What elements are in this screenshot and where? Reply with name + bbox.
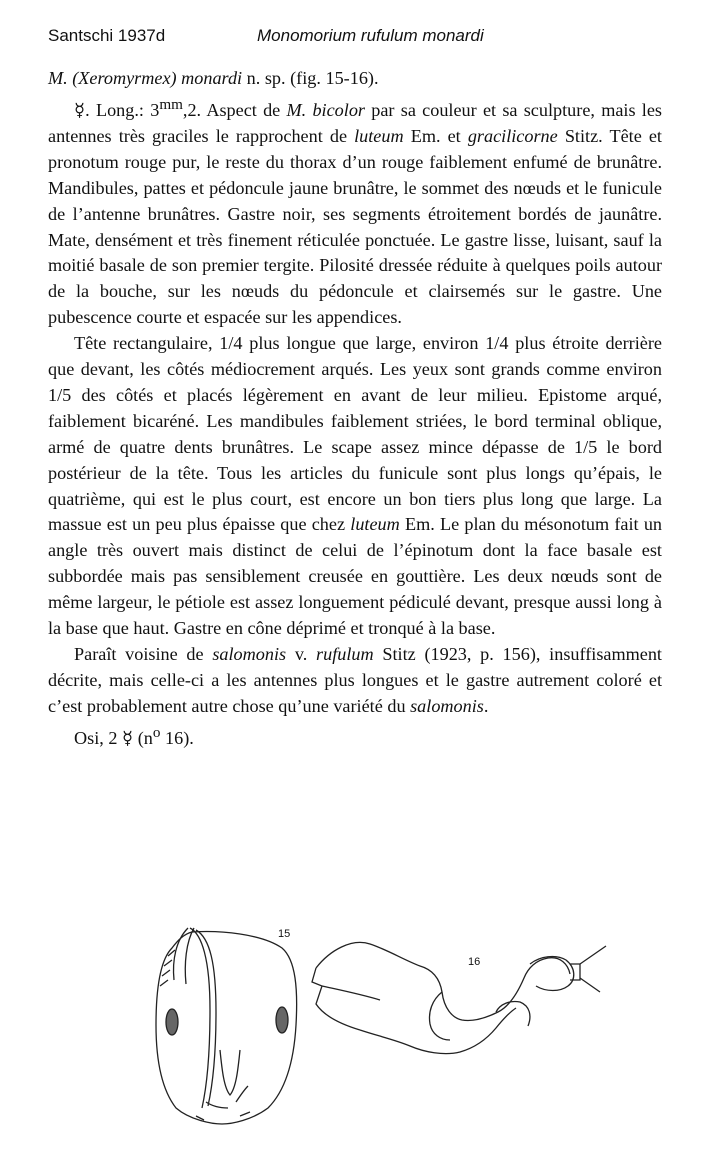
head-drawing-fig15: [156, 928, 297, 1124]
paragraph-head-morphology: Tête rectangulaire, 1/4 plus longue que large, environ 1/4 plus étroite derrière que devant, les côtés médiocrement arqués. Les yeux sont grands comme environ 1/5 des côtés et placés légèrement en avant de leur milieu. Epistome arqué, faiblement bicaréné. Les mandibules faiblement striées, le bord terminal oblique, armé de quatre dents brunâtres. Le scape assez mince dépasse de 1/5 le bord postérieur de la tête. Tous les articles du funicule sont plus longs qu’épais, le quatrième, qui est le plus court, est encore un bon tiers plus long que large. La massue est un peu plus épaisse que chez luteum Em. Le plan du mésonotum fait un angle très ouvert mais distinct de celui de l’épinotum dont la face basale est subbordée mais pas sensiblement creusée en gouttière. Les deux nœuds sont de même largeur, le pétiole est assez longuement pédiculé devant, presque aussi long à la base que haut. Gastre en cône déprimé et tronqué à la base.: [48, 333, 663, 639]
length-unit: mm: [159, 95, 183, 113]
figure-label-15: 15: [278, 928, 291, 940]
fraction: 1/4: [485, 333, 509, 354]
ant-line-drawings: [0, 920, 710, 1130]
fraction: 1/4: [219, 333, 243, 354]
worker-symbol: ☿: [74, 99, 86, 120]
paragraph-comparison: Paraît voisine de salomonis v. rufulum Stitz (1923, p. 156), insuffisamment décrite, mais celle-ci a les antennes plus longues et le gastre autrement coloré et c’est probablement autre chose qu’une variété du salomonis.: [48, 644, 662, 716]
fraction: 1/5: [574, 436, 598, 457]
figure-drawings: [0, 920, 710, 1130]
fraction: 1/5: [48, 384, 72, 405]
running-header: [0, 26, 710, 50]
paragraph-locality: Osi, 2 ☿ ($n^o$ 16).: [74, 723, 194, 748]
worker-symbol: ☿: [122, 727, 134, 748]
species-heading: [48, 66, 662, 92]
heading-rest: n. sp. (fig. 15-16).: [242, 68, 379, 88]
figure-label-16: 16: [468, 956, 481, 968]
paragraph-description: ☿. Long.: $3^{mm},2$. Aspect de M. bicolor par sa couleur et sa sculpture, mais les antennes très graciles le rapprochent de luteum Em. et gracilicorne Stitz. Tête et pronotum rouge pur, le reste du thorax d’un rouge faiblement enfumé de brunâtre. Mandibules, pattes et pédoncule jaune brunâtre, le sommet des nœuds et le funicule de l’antenne brunâtres. Gastre noir, ses segments étroitement bordés de jaunâtre. Mate, densément et très finement réticulée ponctuée. Le gastre lisse, luisant, sauf la moitié basale de son premier tergite. Pilosité dressée réduite à quelques poils autour de la bouche, sur les nœuds du pédoncule et clairsemés sur le gastre. Une pubescence courte et espacée sur les appendices.: [48, 95, 662, 328]
body-text: [48, 66, 662, 752]
header-species-title: Monomorium rufulum monardi: [257, 26, 484, 45]
header-author-year: Santschi 1937d: [48, 26, 166, 45]
taxon-name: M. (Xeromyrmex) monardi: [48, 68, 243, 88]
profile-drawing-fig16: [312, 942, 606, 1053]
